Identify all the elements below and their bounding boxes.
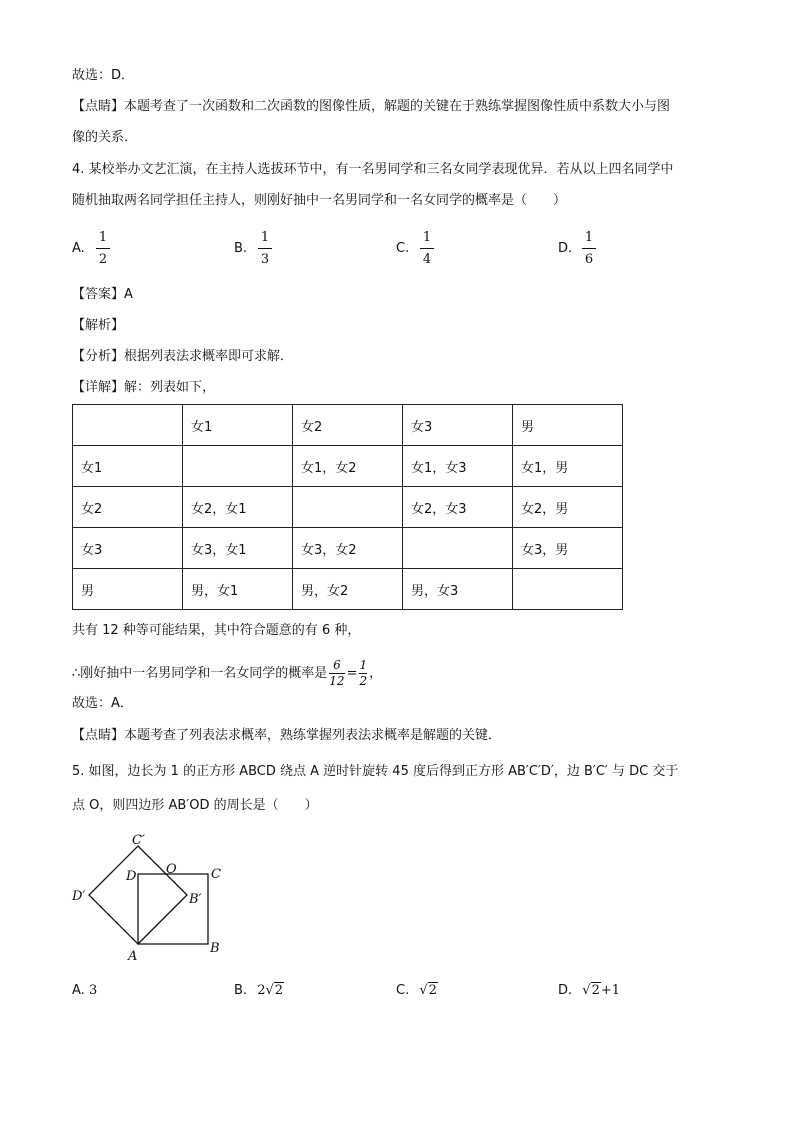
table-cell: 女1，男 (513, 446, 623, 487)
comment-text: 本题考查了列表法求概率，熟练掌握列表法求概率是解题的关键． (124, 728, 502, 743)
table-row (73, 528, 623, 569)
q5-option-c (396, 983, 438, 998)
q4-answer (72, 286, 133, 304)
table-cell (293, 487, 403, 528)
table-cell: 男 (73, 569, 183, 610)
table-cell: 女1，女3 (403, 446, 513, 487)
option-label: D. (558, 241, 573, 256)
table-cell (513, 569, 623, 610)
fraction-one-half: $\frac{1}{2}$ (359, 658, 368, 688)
comment-tag: 【点睛】 (72, 728, 125, 743)
option-label: B. (234, 983, 248, 998)
option-label: C. (396, 983, 410, 998)
option-fraction: 1 4 (420, 228, 434, 269)
q5-option-b (234, 983, 284, 998)
table-cell: 男 (513, 405, 623, 446)
table-cell: 女2，女3 (403, 487, 513, 528)
previous-answer: 故选：D． (72, 68, 135, 83)
square-root: √2 (419, 983, 437, 998)
option-label: A. (72, 241, 85, 256)
question-5-stem-line-2: 点 O，则四边形 AB′OD 的周长是（ ） (72, 798, 318, 813)
q4-probability-line (72, 658, 382, 690)
table-cell (183, 446, 293, 487)
table-cell: 男，女1 (183, 569, 293, 610)
table-cell: 女2，男 (513, 487, 623, 528)
q5-option-d (558, 983, 620, 998)
label-c-prime: C′ (132, 833, 145, 848)
label-o: O (166, 862, 177, 877)
option-value: 3 (88, 983, 98, 998)
option-label: D. (558, 983, 573, 998)
fraction-six-twelfths: $\frac{6}{12}$ (329, 658, 345, 688)
table-cell: 女1，女2 (293, 446, 403, 487)
table-cell: 女3，男 (513, 528, 623, 569)
option-fraction: 1 2 (96, 228, 110, 269)
q4-analysis-tag: 【解析】 (72, 318, 125, 333)
label-b: B (210, 941, 220, 956)
fenxi-tag: 【分析】 (72, 349, 125, 364)
option-fraction: 1 3 (258, 228, 272, 269)
option-label: B. (234, 241, 248, 256)
square-root: √2 (582, 983, 600, 998)
option-label: A. (72, 983, 85, 998)
answer-tag: 【答案】 (72, 287, 125, 302)
table-cell: 女1 (73, 446, 183, 487)
table-cell: 女3 (73, 528, 183, 569)
table-cell: 女3 (403, 405, 513, 446)
label-a: A (128, 949, 138, 964)
comment-text: 本题考查了一次函数和二次函数的图像性质，解题的关键在于熟练掌握图像性质中系数大小与图 (124, 99, 671, 114)
table-cell: 男，女2 (293, 569, 403, 610)
q5-option-a (72, 983, 97, 998)
label-b-prime: B′ (189, 892, 202, 907)
table-cell (403, 528, 513, 569)
probability-suffix: ， (369, 666, 383, 681)
table-row (73, 446, 623, 487)
option-coefficient: 2 (257, 983, 266, 998)
equals-sign: = (346, 666, 358, 681)
table-cell: 女3，女1 (183, 528, 293, 569)
rotated-square-figure (60, 830, 240, 970)
option-tail: +1 (600, 983, 621, 998)
label-d-prime: D′ (72, 889, 86, 904)
detail-tag: 【详解】 (72, 380, 125, 395)
option-label: C. (396, 241, 410, 256)
detail-text: 解：列表如下， (124, 380, 216, 395)
question-4-stem-line-1: 4. 某校举办文艺汇演，在主持人选拔环节中，有一名男同学和三名女同学表现优异．若从以上四名同学中 (72, 162, 674, 177)
fenxi-text: 根据列表法求概率即可求解． (124, 349, 294, 364)
q4-result-count: 共有 12 种等可能结果，其中符合题意的有 6 种， (72, 623, 361, 638)
q4-detail (72, 379, 215, 397)
table-row (73, 487, 623, 528)
table-row (73, 405, 623, 446)
probability-table (72, 404, 623, 610)
comment-tag: 【点睛】 (72, 99, 125, 114)
q4-choose: 故选：A． (72, 696, 133, 711)
previous-comment-line-1 (72, 98, 670, 116)
table-cell (73, 405, 183, 446)
table-cell: 女2，女1 (183, 487, 293, 528)
table-cell: 女2 (293, 405, 403, 446)
question-5-stem-line-1: 5. 如图，边长为 1 的正方形 ABCD 绕点 A 逆时针旋转 45 度后得到正方形 AB′C′D′，边 B′C′ 与 DC 交于 (72, 764, 679, 779)
square-root: √2 (265, 983, 284, 998)
answer-value: A (124, 287, 133, 302)
table-cell: 女3，女2 (293, 528, 403, 569)
q4-fenxi (72, 348, 293, 366)
table-row (73, 569, 623, 610)
q4-comment (72, 727, 501, 745)
table-cell: 男，女3 (403, 569, 513, 610)
option-fraction: 1 6 (582, 228, 596, 269)
label-d: D (126, 869, 137, 884)
probability-prefix: ∴刚好抽中一名男同学和一名女同学的概率是 (72, 666, 328, 681)
table-cell: 女1 (183, 405, 293, 446)
previous-comment-line-2: 像的关系． (72, 130, 138, 145)
question-4-stem-line-2: 随机抽取两名同学担任主持人，则刚好抽中一名男同学和一名女同学的概率是（ ） (72, 193, 567, 208)
table-cell: 女2 (73, 487, 183, 528)
label-c: C (211, 867, 221, 882)
